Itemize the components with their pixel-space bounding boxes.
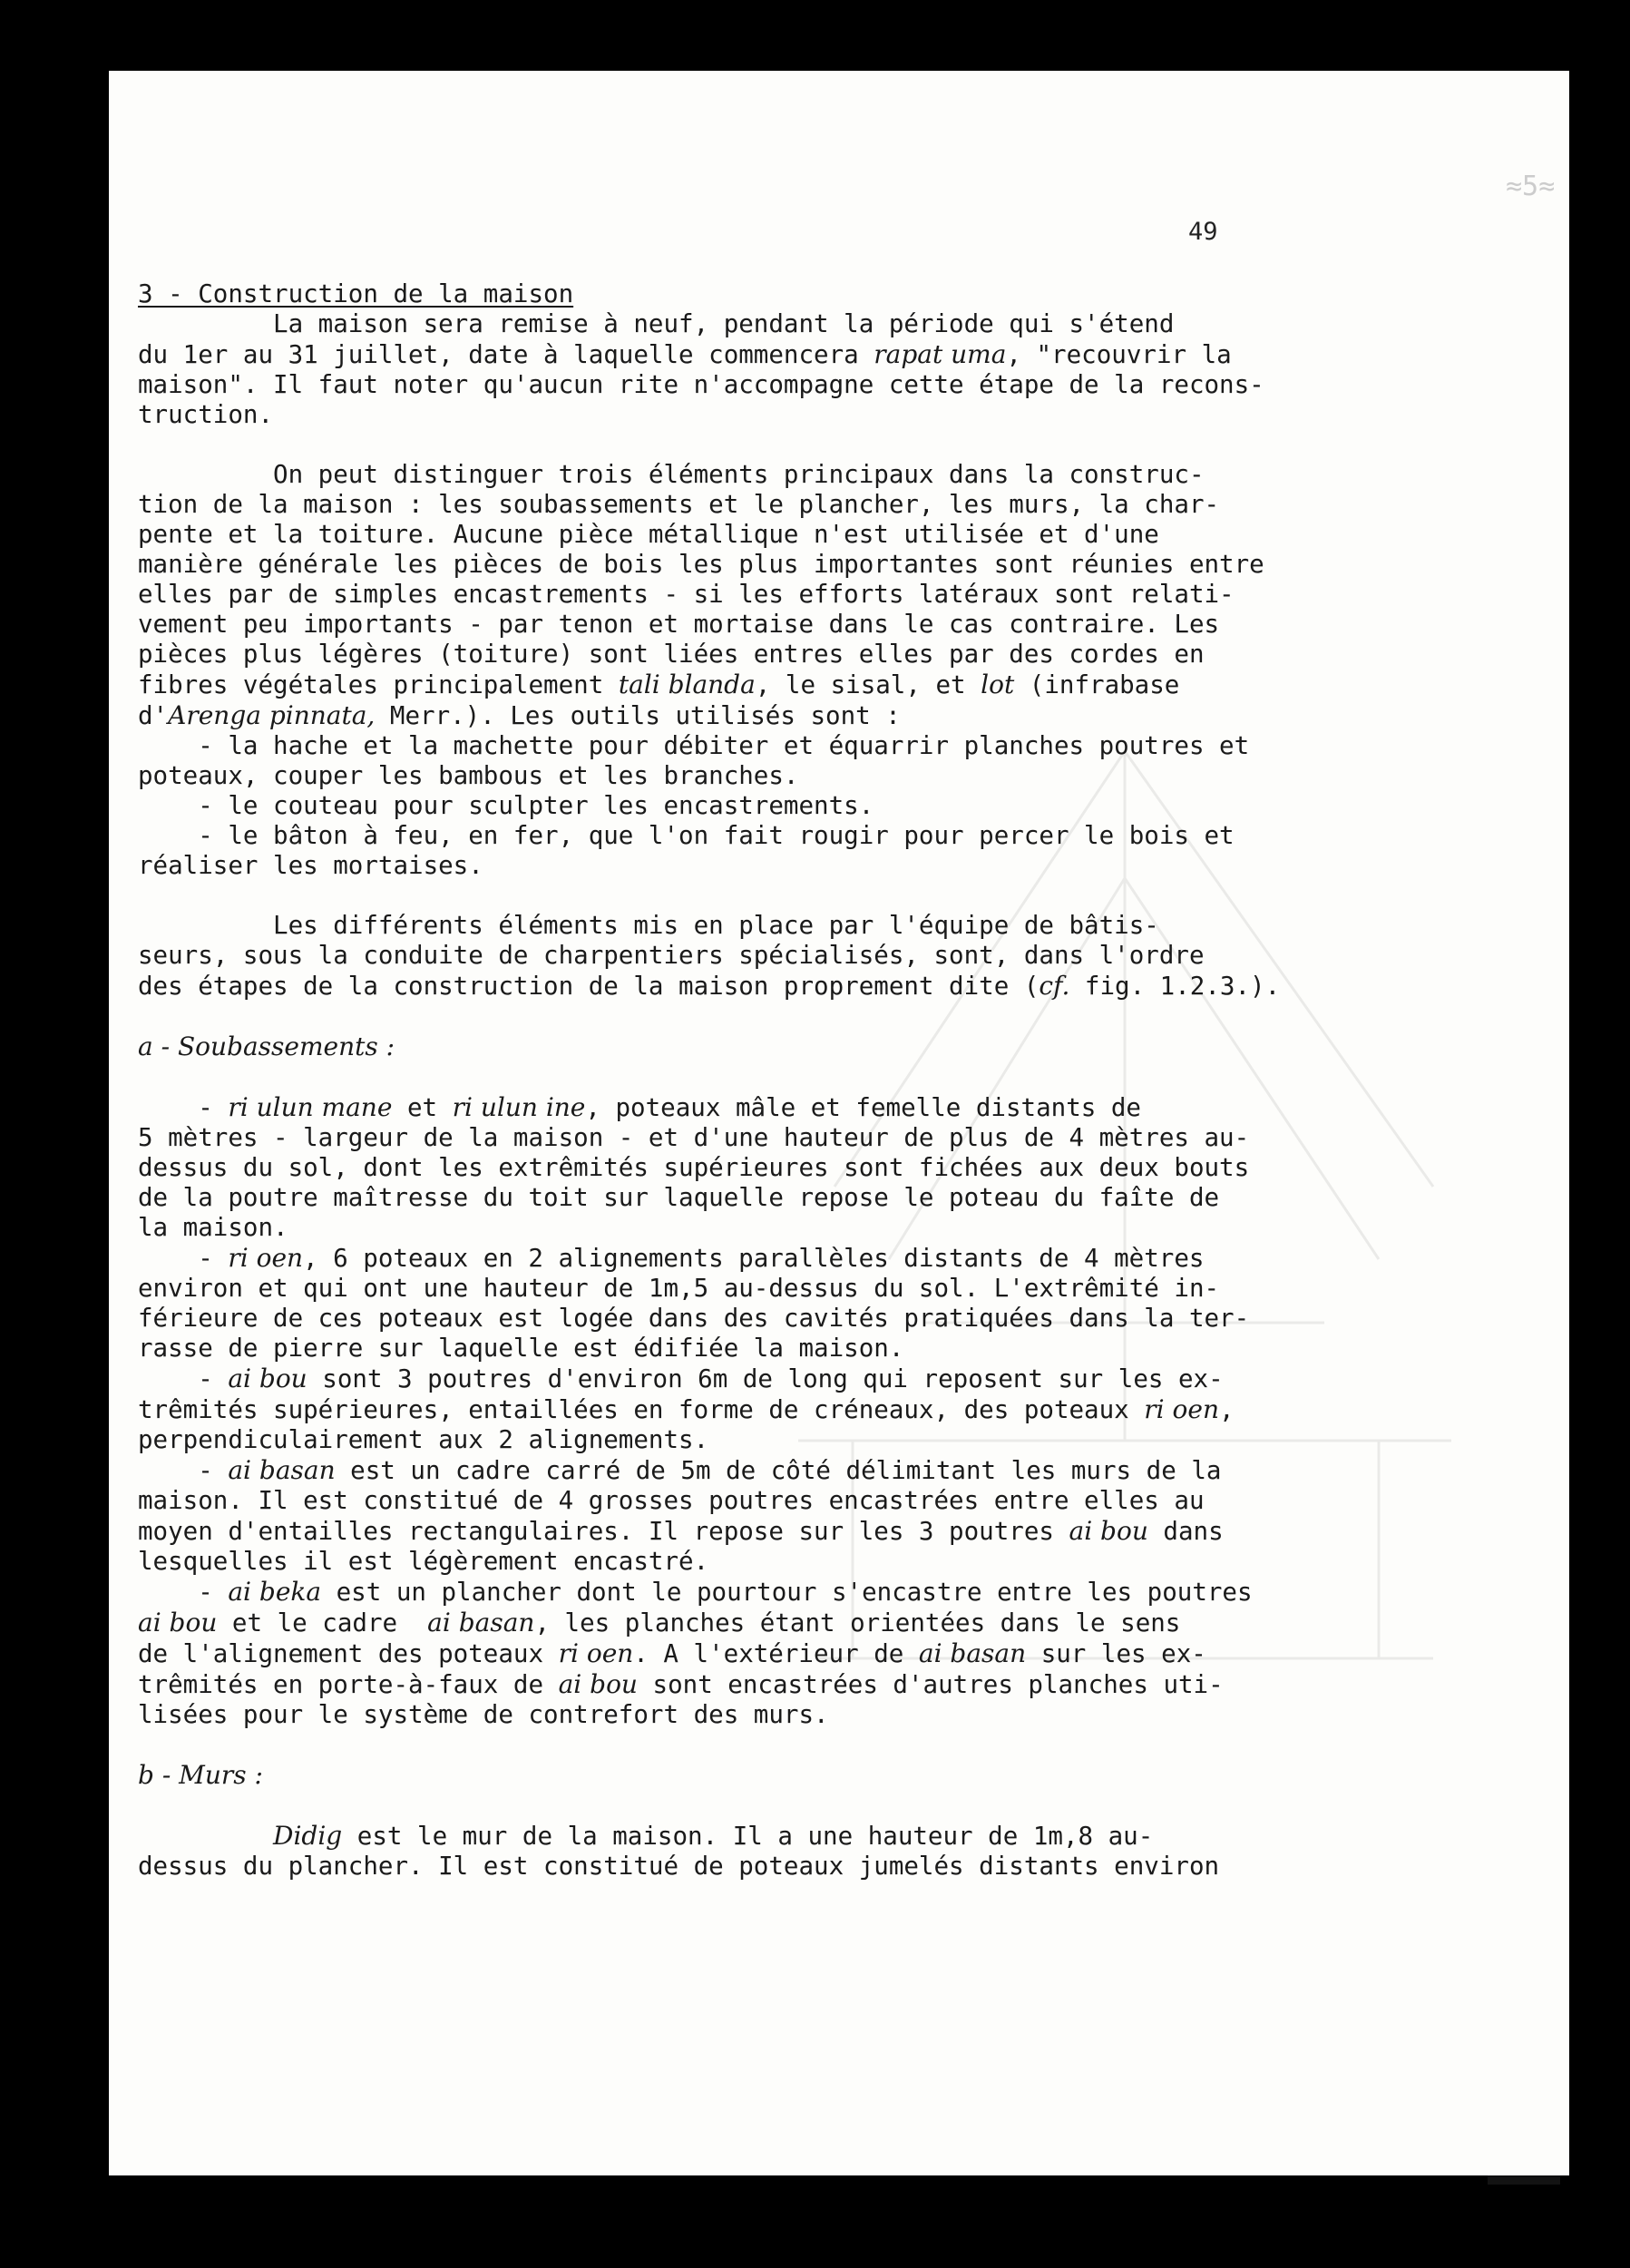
paragraph-line: Les différents éléments mis en place par l'équipe de bâtis- [138,911,1159,940]
section-heading: 3 - Construction de la maison [138,279,574,308]
paragraph-line: seurs, sous la conduite de charpentiers spécialisés, sont, dans l'ordre [138,941,1205,970]
paragraph-line: trêmités en porte-à-faux de ai bou sont encastrées d'autres planches uti- [138,1669,1224,1699]
paragraph-line: de l'alignement des poteaux ri oen. A l'extérieur de ai basan sur les ex- [138,1638,1206,1668]
bleed-mark: ≈5≈ [1506,171,1556,202]
list-item: - ri ulun mane et ri ulun ine, poteaux mâle et femelle distants de [138,1092,1141,1122]
paragraph-line: pièces plus légères (toiture) sont liées entres elles par des cordes en [138,640,1205,669]
paragraph-line: de la poutre maîtresse du toit sur laquelle repose le poteau du faîte de [138,1183,1220,1212]
paragraph-line: dessus du plancher. Il est constitué de poteaux jumelés distants environ [138,1852,1220,1881]
list-item: - la hache et la machette pour débiter et équarrir planches poutres et [138,731,1250,760]
page-number: 49 [1188,218,1218,246]
paragraph-line: la maison. [138,1213,288,1242]
paragraph-line: maison". Il faut noter qu'aucun rite n'accompagne cette étape de la recons- [138,370,1264,399]
paragraph-line: perpendiculairement aux 2 alignements. [138,1425,709,1454]
list-item: - ai beka est un plancher dont le pourtour s'encastre entre les poutres [138,1577,1253,1607]
paragraph-line: rasse de pierre sur laquelle est édifiée la maison. [138,1334,904,1363]
paragraph-line: truction. [138,400,274,429]
paragraph-line: elles par de simples encastrements - si les efforts latéraux sont relati- [138,580,1235,609]
list-item: - le couteau pour sculpter les encastrements. [138,791,874,820]
paragraph-line: ai bou et le cadre ai basan, les planches étant orientées dans le sens [138,1608,1181,1637]
paragraph-line: d'Arenga pinnata, Merr.). Les outils utilisés sont : [138,700,901,730]
paragraph-line: On peut distinguer trois éléments principaux dans la construc- [138,460,1205,489]
list-item: - ri oen, 6 poteaux en 2 alignements parallèles distants de 4 mètres [138,1243,1205,1273]
body-text [138,279,1390,1882]
paragraph-line: tion de la maison : les soubassements et le plancher, les murs, la char- [138,490,1220,519]
paragraph-line: lisées pour le système de contrefort des murs. [138,1700,829,1729]
paragraph-line: trêmités supérieures, entaillées en forme de créneaux, des poteaux ri oen, [138,1394,1235,1424]
list-item: - ai bou sont 3 poutres d'environ 6m de long qui reposent sur les ex- [138,1364,1224,1393]
paragraph-line: dessus du sol, dont les extrêmités supérieures sont fichées aux deux bouts [138,1153,1250,1182]
paragraph-line: pente et la toiture. Aucune pièce métallique n'est utilisée et d'une [138,520,1159,549]
paragraph-line: 5 mètres - largeur de la maison - et d'une hauteur de plus de 4 mètres au- [138,1123,1250,1152]
paragraph-line: férieure de ces poteaux est logée dans des cavités pratiquées dans la ter- [138,1304,1250,1333]
paragraph-line: fibres végétales principalement tali blanda, le sisal, et lot (infrabase [138,670,1180,699]
subsection-heading: a - Soubassements : [138,1031,395,1061]
paragraph-line: Didig est le mur de la maison. Il a une hauteur de 1m,8 au- [273,1821,1154,1851]
paragraph-line: La maison sera remise à neuf, pendant la période qui s'étend [138,309,1175,338]
paragraph-line: moyen d'entailles rectangulaires. Il repose sur les 3 poutres ai bou dans [138,1516,1224,1546]
list-item: - le bâton à feu, en fer, que l'on fait rougir pour percer le bois et [138,821,1235,850]
paragraph-line: lesquelles il est légèrement encastré. [138,1547,709,1576]
paragraph-line: réaliser les mortaises. [138,851,483,880]
list-item: - ai basan est un cadre carré de 5m de côté délimitant les murs de la [138,1455,1222,1485]
paragraph-line: maison. Il est constitué de 4 grosses poutres encastrées entre elles au [138,1486,1205,1515]
subsection-heading: b - Murs : [138,1760,263,1790]
paragraph-line: vement peu importants - par tenon et mortaise dans le cas contraire. Les [138,610,1220,639]
paragraph-line: manière générale les pièces de bois les plus importantes sont réunies entre [138,550,1264,579]
paragraph-line: poteaux, couper les bambous et les branches. [138,761,799,790]
paragraph-line: du 1er au 31 juillet, date à laquelle commencera rapat uma, "recouvrir la [138,339,1232,369]
paragraph-line: environ et qui ont une hauteur de 1m,5 au-dessus du sol. L'extrêmité in- [138,1274,1220,1303]
paragraph-line: des étapes de la construction de la maison proprement dite (cf. fig. 1.2.3.). [138,971,1281,1001]
